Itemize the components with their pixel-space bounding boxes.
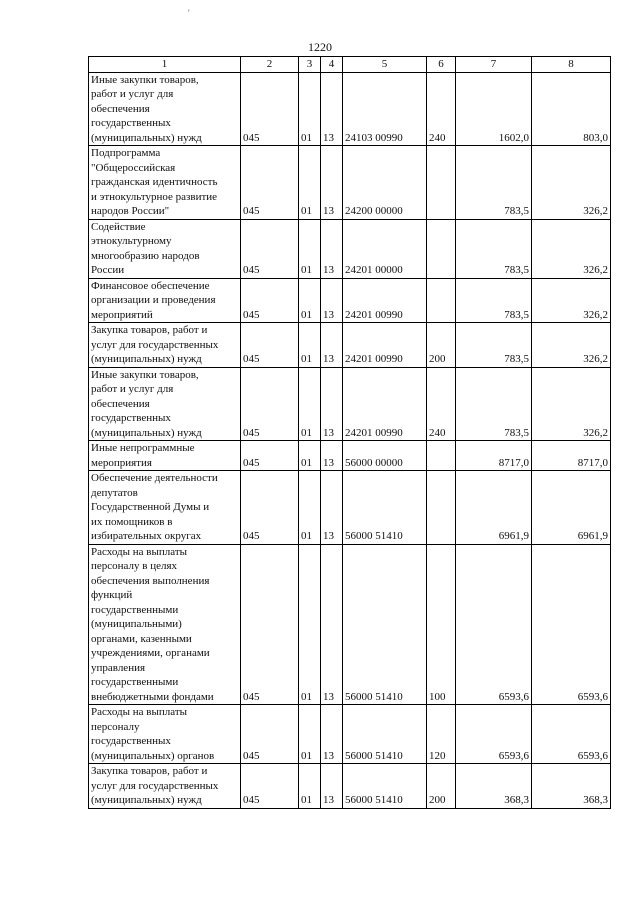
column-header-4: 4: [321, 57, 343, 73]
subsection-code: 13: [321, 764, 343, 809]
amount-col7: 783,5: [456, 219, 532, 278]
section-code: 01: [299, 764, 321, 809]
target-article-code: 24103 00990: [343, 72, 427, 146]
table-row: [89, 441, 611, 471]
expense-type-code: [427, 219, 456, 278]
row-name: Закупка товаров, работ и услуг для государственных (муниципальных) нужд: [89, 764, 241, 809]
table-row: [89, 219, 611, 278]
expense-type-code: 200: [427, 323, 456, 368]
table-header: [89, 57, 611, 73]
row-name: Содействие этнокультурному многообразию народов России: [89, 219, 241, 278]
expense-type-code: 100: [427, 544, 456, 705]
target-article-code: 56000 51410: [343, 705, 427, 764]
amount-col7: 783,5: [456, 278, 532, 323]
section-code: 01: [299, 367, 321, 441]
amount-col8: 326,2: [532, 323, 611, 368]
ministry-code: 045: [241, 278, 299, 323]
target-article-code: 56000 00000: [343, 441, 427, 471]
row-name: Обеспечение деятельности депутатов Государственной Думы и их помощников в избирательных округах: [89, 471, 241, 545]
section-code: 01: [299, 441, 321, 471]
subsection-code: 13: [321, 441, 343, 471]
amount-col7: 1602,0: [456, 72, 532, 146]
table-row: [89, 146, 611, 220]
ministry-code: 045: [241, 72, 299, 146]
column-header-8: 8: [532, 57, 611, 73]
subsection-code: 13: [321, 219, 343, 278]
row-name: Иные непрограммные мероприятия: [89, 441, 241, 471]
amount-col8: 6593,6: [532, 705, 611, 764]
expense-type-code: [427, 471, 456, 545]
subsection-code: 13: [321, 72, 343, 146]
column-header-2: 2: [241, 57, 299, 73]
amount-col8: 803,0: [532, 72, 611, 146]
ministry-code: 045: [241, 323, 299, 368]
expense-type-code: [427, 278, 456, 323]
amount-col8: 8717,0: [532, 441, 611, 471]
target-article-code: 24201 00000: [343, 219, 427, 278]
section-code: 01: [299, 471, 321, 545]
column-header-7: 7: [456, 57, 532, 73]
section-code: 01: [299, 323, 321, 368]
amount-col8: 326,2: [532, 278, 611, 323]
page-number: 1220: [308, 40, 332, 54]
expense-type-code: 240: [427, 367, 456, 441]
ministry-code: 045: [241, 544, 299, 705]
ministry-code: 045: [241, 367, 299, 441]
ministry-code: 045: [241, 705, 299, 764]
expense-type-code: [427, 441, 456, 471]
amount-col7: 8717,0: [456, 441, 532, 471]
table-row: [89, 367, 611, 441]
subsection-code: 13: [321, 146, 343, 220]
row-name: Финансовое обеспечение организации и проведения мероприятий: [89, 278, 241, 323]
amount-col8: 368,3: [532, 764, 611, 809]
amount-col7: 783,5: [456, 323, 532, 368]
header-row: [89, 57, 611, 73]
amount-col7: 368,3: [456, 764, 532, 809]
expense-type-code: 200: [427, 764, 456, 809]
section-code: 01: [299, 72, 321, 146]
table-row: [89, 544, 611, 705]
section-code: 01: [299, 146, 321, 220]
table-body: [89, 72, 611, 808]
expense-type-code: [427, 146, 456, 220]
ministry-code: 045: [241, 764, 299, 809]
table-row: [89, 764, 611, 809]
row-name: Подпрограмма "Общероссийская гражданская идентичность и этнокультурное развитие народов России": [89, 146, 241, 220]
budget-table: [88, 56, 611, 809]
amount-col7: 6593,6: [456, 544, 532, 705]
subsection-code: 13: [321, 705, 343, 764]
ministry-code: 045: [241, 146, 299, 220]
target-article-code: 56000 51410: [343, 544, 427, 705]
scan-mark: ': [188, 8, 190, 18]
section-code: 01: [299, 544, 321, 705]
amount-col8: 6593,6: [532, 544, 611, 705]
amount-col8: 326,2: [532, 219, 611, 278]
table-row: [89, 72, 611, 146]
expense-type-code: 240: [427, 72, 456, 146]
column-header-6: 6: [427, 57, 456, 73]
ministry-code: 045: [241, 219, 299, 278]
row-name: Иные закупки товаров, работ и услуг для обеспечения государственных (муниципальных) нужд: [89, 367, 241, 441]
ministry-code: 045: [241, 471, 299, 545]
target-article-code: 24200 00000: [343, 146, 427, 220]
target-article-code: 56000 51410: [343, 471, 427, 545]
target-article-code: 24201 00990: [343, 367, 427, 441]
amount-col8: 6961,9: [532, 471, 611, 545]
table-row: [89, 471, 611, 545]
column-header-3: 3: [299, 57, 321, 73]
table-row: [89, 323, 611, 368]
amount-col8: 326,2: [532, 367, 611, 441]
section-code: 01: [299, 705, 321, 764]
target-article-code: 24201 00990: [343, 323, 427, 368]
subsection-code: 13: [321, 278, 343, 323]
subsection-code: 13: [321, 471, 343, 545]
subsection-code: 13: [321, 544, 343, 705]
section-code: 01: [299, 278, 321, 323]
row-name: Расходы на выплаты персоналу государственных (муниципальных) органов: [89, 705, 241, 764]
column-header-1: 1: [89, 57, 241, 73]
amount-col7: 783,5: [456, 367, 532, 441]
target-article-code: 56000 51410: [343, 764, 427, 809]
amount-col7: 6961,9: [456, 471, 532, 545]
row-name: Иные закупки товаров, работ и услуг для обеспечения государственных (муниципальных) нужд: [89, 72, 241, 146]
expense-type-code: 120: [427, 705, 456, 764]
row-name: Закупка товаров, работ и услуг для государственных (муниципальных) нужд: [89, 323, 241, 368]
ministry-code: 045: [241, 441, 299, 471]
amount-col7: 6593,6: [456, 705, 532, 764]
amount-col7: 783,5: [456, 146, 532, 220]
target-article-code: 24201 00990: [343, 278, 427, 323]
section-code: 01: [299, 219, 321, 278]
column-header-5: 5: [343, 57, 427, 73]
amount-col8: 326,2: [532, 146, 611, 220]
subsection-code: 13: [321, 323, 343, 368]
table-row: [89, 278, 611, 323]
subsection-code: 13: [321, 367, 343, 441]
table-row: [89, 705, 611, 764]
row-name: Расходы на выплаты персоналу в целях обеспечения выполнения функций государственными (муниципальными) органами, казенными учреждениями, органами управления государственными внебюджетными фондами: [89, 544, 241, 705]
